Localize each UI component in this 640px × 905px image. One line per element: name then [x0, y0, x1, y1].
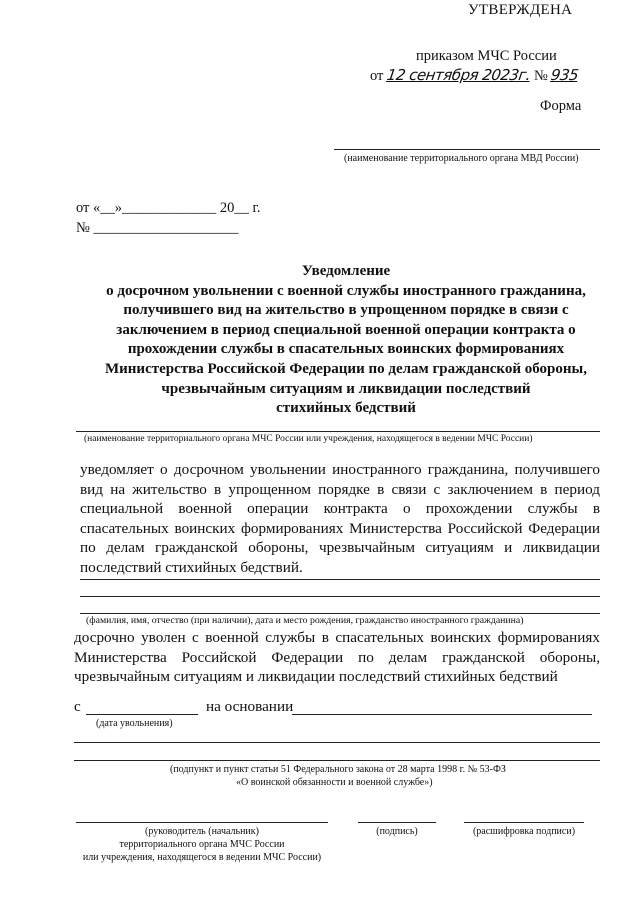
signature-decode-line[interactable] [464, 822, 584, 823]
order-line [370, 66, 579, 85]
basis-field-line-3[interactable] [74, 760, 600, 761]
title-heading: Уведомление [301, 263, 391, 279]
notice-paragraph: уведомляет о досрочном увольнении иностранного гражданина, получившего вид на жительство в упрощенном порядке в связи с заключением в период специальной военной операции контракта о прохождении службы в спасательных воинских формированиях Министерства Российской Федерации по делам гражданской обороны, чрезвычайным ситуациям и ликвидации последствий стихийных бедствий. [80, 461, 600, 576]
title-line: получившего вид на жительство в упрощенном порядке в связи с [123, 302, 569, 319]
basis-field-line-2[interactable] [74, 742, 600, 743]
reference-date-line: от «__»_____________ 20__ г. [76, 200, 261, 216]
basis-field[interactable] [292, 714, 592, 715]
person-field-line-2[interactable] [80, 596, 600, 597]
dismissal-paragraph: досрочно уволен с военной службы в спасательных воинских формированиях Министерства Российской Федерации по делам гражданской обороны, чрезвычайным ситуациям и ликвидации последствий стихийных бедствий [74, 629, 600, 686]
signature-line[interactable] [358, 822, 436, 823]
law-caption-1: (подпункт и пункт статьи 51 Федерального закона от 28 марта 1998 г. № 53-ФЗ [170, 764, 506, 775]
person-field-line-3[interactable] [80, 613, 600, 614]
title-line: стихийных бедствий [276, 400, 416, 417]
order-number-handwritten: 935 [550, 66, 580, 84]
basis-label: на основании [206, 698, 294, 715]
recipient-caption: (наименование территориального органа МВД России) [344, 153, 579, 164]
organization-field[interactable] [76, 431, 600, 432]
person-caption: (фамилия, имя, отчество (при наличии), дата и место рождения, гражданство иностранного гражданина) [86, 615, 524, 626]
dismissal-date-caption: (дата увольнения) [96, 718, 173, 729]
approved-label: УТВЕРЖДЕНА [468, 2, 573, 18]
signature-caption: (подпись) [376, 826, 418, 837]
dismissal-date-field[interactable] [86, 714, 198, 715]
from-label: с [74, 698, 81, 715]
recipient-field[interactable] [334, 149, 600, 150]
order-no-label: № [533, 68, 548, 84]
head-caption-line: территориального органа МЧС России [119, 839, 285, 850]
order-from-label: от [370, 68, 384, 84]
person-field-line-1[interactable] [80, 579, 600, 580]
title-line: чрезвычайным ситуациям и ликвидации последствий [161, 380, 531, 397]
law-caption-2: «О воинской обязанности и военной службе») [236, 777, 433, 788]
title-line: Министерства Российской Федерации по делам гражданской обороны, [104, 360, 587, 377]
head-signature-line[interactable] [76, 822, 328, 823]
head-caption-line: (руководитель (начальник) [145, 826, 259, 837]
order-label: приказом МЧС России [416, 48, 557, 64]
title-line: прохождении службы в спасательных воинских формированиях [127, 341, 565, 358]
form-label: Форма [540, 98, 582, 114]
organization-caption: (наименование территориального органа МЧС России или учреждения, находящегося в ведении МЧС России) [84, 434, 533, 444]
reference-number-line: № ____________________ [76, 220, 239, 236]
title-line: о досрочном увольнении с военной службы иностранного гражданина, [106, 282, 586, 299]
head-caption [76, 825, 328, 864]
document-title [86, 262, 606, 419]
order-date-handwritten: 12 сентября 2023г. [385, 66, 532, 84]
signature-decode-caption: (расшифровка подписи) [472, 826, 576, 837]
head-caption-line: или учреждения, находящегося в ведении МЧС России) [82, 852, 322, 863]
title-line: заключением в период специальной военной операции контракта о [116, 321, 576, 338]
